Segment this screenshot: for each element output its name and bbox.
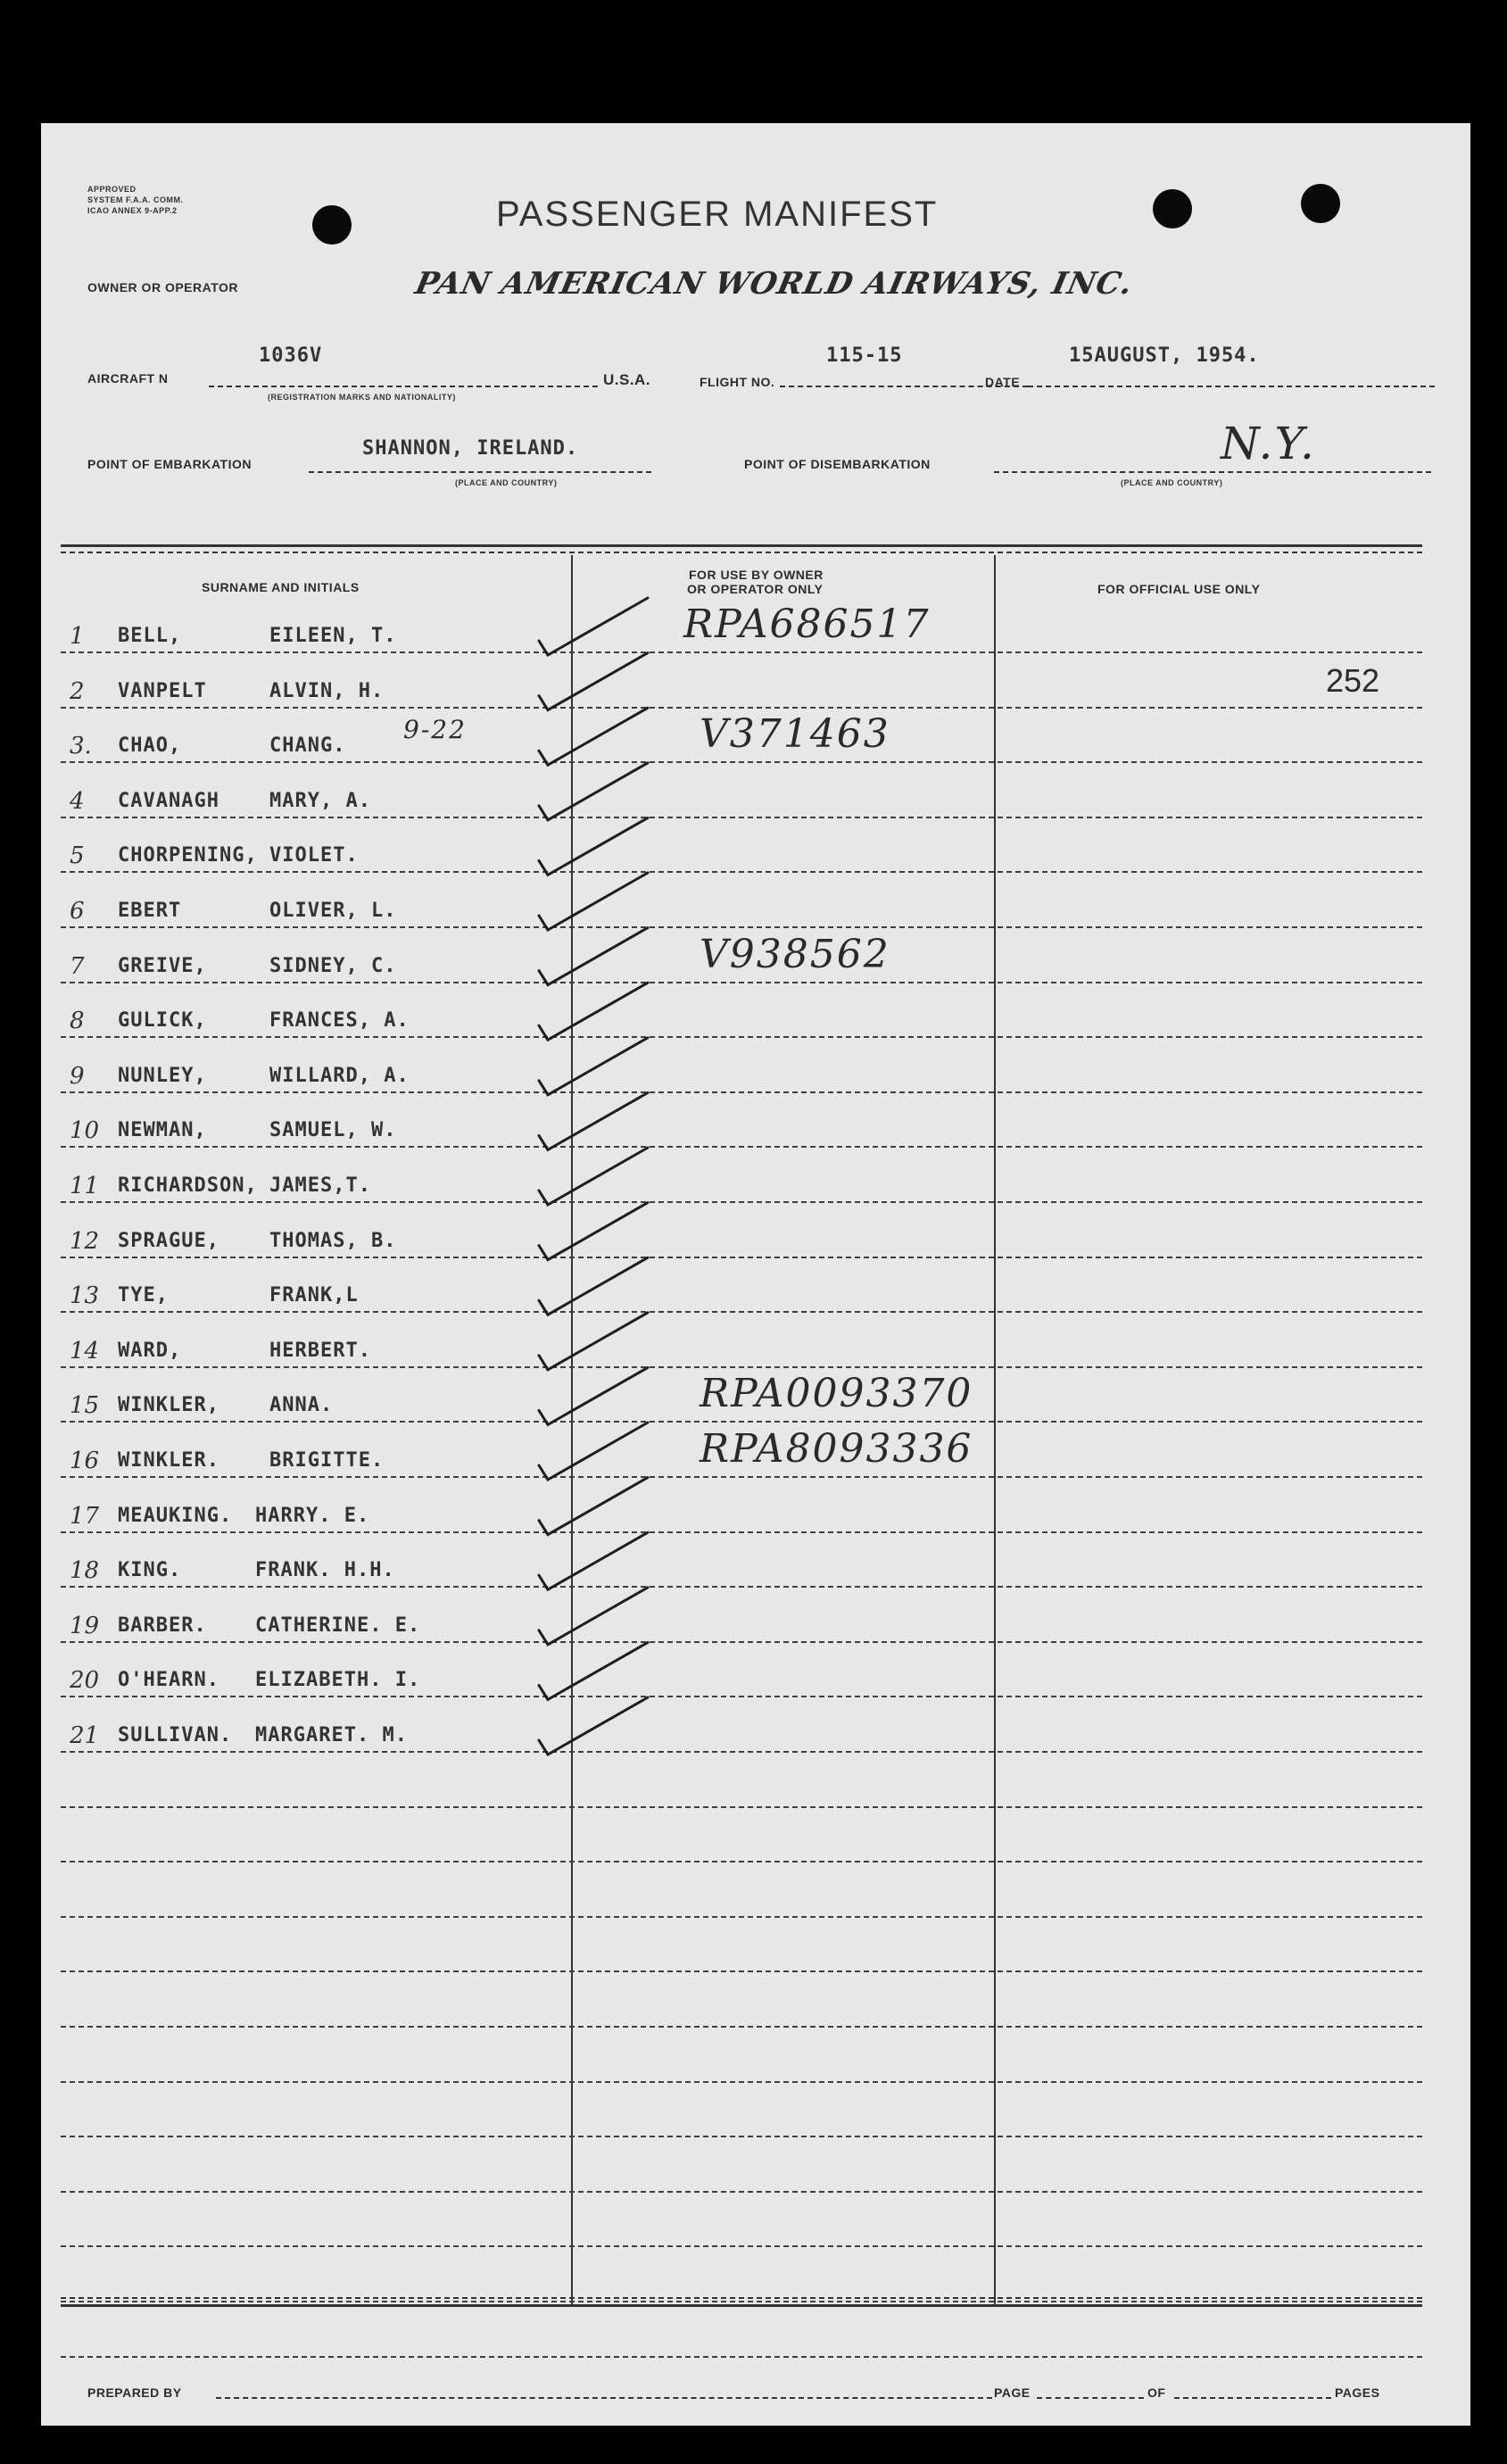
passenger-surname: NUNLEY, <box>118 1064 207 1087</box>
row-number: 4 <box>70 787 85 815</box>
page-title: PASSENGER MANIFEST <box>496 195 939 234</box>
passenger-given-name: EILEEN, T. <box>269 625 397 647</box>
row-number: 3. <box>70 733 92 760</box>
check-mark <box>539 1478 648 1535</box>
date-value: 15AUGUST, 1954. <box>1069 344 1260 367</box>
check-mark <box>539 817 648 875</box>
passenger-given-name: FRANK,L <box>269 1284 359 1307</box>
nationality: U.S.A. <box>603 371 651 388</box>
row-number: 14 <box>70 1337 100 1365</box>
aircraft-label: AIRCRAFT N <box>87 371 169 386</box>
row-number: 20 <box>70 1667 100 1695</box>
passenger-given-name: FRANK. H.H. <box>255 1559 395 1582</box>
embarkation-place-note: (PLACE AND COUNTRY) <box>455 478 558 487</box>
row-number: 9 <box>70 1062 85 1090</box>
row-number: 8 <box>70 1008 85 1035</box>
row-number: 5 <box>70 842 85 870</box>
owner-use-note: V371463 <box>700 711 890 758</box>
passenger-surname: BELL, <box>118 625 182 647</box>
check-mark <box>539 763 648 820</box>
passenger-given-name: JAMES,T. <box>269 1174 371 1197</box>
passenger-given-name: HARRY. E. <box>255 1504 370 1527</box>
passenger-given-name: THOMAS, B. <box>269 1229 397 1252</box>
check-mark <box>539 1642 648 1699</box>
owner-use-note: RPA0093370 <box>700 1371 973 1417</box>
manifest-sheet <box>41 123 1470 2426</box>
passenger-surname: SULLIVAN. <box>118 1724 233 1746</box>
disembarkation-value: N.Y. <box>1221 418 1316 469</box>
official-use-value: 252 <box>1326 661 1380 699</box>
passenger-surname: RICHARDSON, <box>118 1174 258 1197</box>
row-number: 16 <box>70 1448 100 1474</box>
check-mark <box>539 1532 648 1589</box>
passenger-given-name: HERBERT. <box>269 1339 371 1362</box>
owner-use-note: RPA686517 <box>683 601 931 647</box>
handwritten-annotation: 9-22 <box>403 715 467 745</box>
column-header-surname: SURNAME AND INITIALS <box>202 580 360 594</box>
passenger-surname: MEAUKING. <box>118 1504 233 1527</box>
check-mark <box>539 598 648 655</box>
passenger-surname: CAVANAGH <box>118 789 219 812</box>
passenger-surname: TYE, <box>118 1284 169 1307</box>
row-number: 7 <box>70 952 85 980</box>
owner-label: OWNER OR OPERATOR <box>87 280 238 295</box>
check-mark <box>539 1367 648 1424</box>
check-mark <box>539 1423 648 1480</box>
row-number: 19 <box>70 1612 100 1639</box>
date-label: DATE <box>985 375 1021 389</box>
check-mark <box>539 708 648 765</box>
row-number: 21 <box>70 1722 100 1749</box>
of-label: OF <box>1147 2385 1166 2400</box>
pages-label: PAGES <box>1335 2385 1380 2400</box>
row-number: 17 <box>70 1502 100 1530</box>
row-number: 18 <box>70 1557 100 1585</box>
check-mark <box>539 1697 648 1755</box>
passenger-surname: NEWMAN, <box>118 1119 207 1142</box>
table-bottom-rule-2 <box>61 2304 1422 2307</box>
disembarkation-place-note: (PLACE AND COUNTRY) <box>1121 478 1223 487</box>
row-number: 13 <box>70 1282 100 1310</box>
owner-use-note: V938562 <box>700 931 890 977</box>
passenger-given-name: ANNA. <box>269 1394 334 1417</box>
check-mark <box>539 1203 648 1260</box>
passenger-surname: VANPELT <box>118 679 207 702</box>
passenger-surname: CHORPENING, <box>118 844 258 867</box>
row-number: 12 <box>70 1227 100 1255</box>
column-header-official-use: FOR OFFICIAL USE ONLY <box>1097 582 1261 596</box>
passenger-given-name: MARY, A. <box>269 789 371 812</box>
aircraft-value: 1036V <box>259 344 323 367</box>
passenger-given-name: FRANCES, A. <box>269 1009 410 1033</box>
embarkation-value: SHANNON, IRELAND. <box>362 437 579 460</box>
passenger-surname: BARBER. <box>118 1614 207 1637</box>
page-underline <box>1037 2397 1144 2399</box>
passenger-given-name: ALVIN, H. <box>269 679 385 702</box>
passenger-surname: O'HEARN. <box>118 1669 219 1692</box>
disembarkation-label: POINT OF DISEMBARKATION <box>744 457 931 471</box>
passenger-surname: WARD, <box>118 1339 182 1362</box>
row-number: 2 <box>70 677 85 705</box>
passenger-surname: WINKLER, <box>118 1394 219 1417</box>
table-bottom-rule-1 <box>61 2297 1422 2299</box>
prepared-by-label: PREPARED BY <box>87 2385 182 2400</box>
passenger-given-name: CHANG. <box>269 734 346 758</box>
flight-value: 115-15 <box>826 344 903 367</box>
passenger-surname: GREIVE, <box>118 954 207 977</box>
passenger-surname: SPRAGUE, <box>118 1229 219 1252</box>
embarkation-label: POINT OF EMBARKATION <box>87 457 252 471</box>
passenger-given-name: CATHERINE. E. <box>255 1614 421 1637</box>
passenger-surname: CHAO, <box>118 734 182 758</box>
approval-line-1: APPROVED <box>87 185 137 194</box>
check-mark <box>539 653 648 710</box>
passenger-given-name: ELIZABETH. I. <box>255 1669 421 1692</box>
row-number: 15 <box>70 1392 100 1420</box>
check-mark <box>539 928 648 985</box>
row-number: 11 <box>70 1173 100 1199</box>
of-underline <box>1174 2397 1331 2399</box>
check-mark <box>539 1038 648 1095</box>
passenger-surname: EBERT <box>118 900 182 922</box>
check-mark <box>539 1148 648 1205</box>
check-mark <box>539 1588 648 1645</box>
passenger-given-name: SAMUEL, W. <box>269 1119 397 1142</box>
registration-note: (REGISTRATION MARKS AND NATIONALITY) <box>268 393 456 402</box>
check-mark <box>539 1092 648 1149</box>
passenger-given-name: OLIVER, L. <box>269 900 397 922</box>
check-mark <box>539 873 648 930</box>
check-mark <box>539 983 648 1040</box>
page-label: PAGE <box>994 2385 1031 2400</box>
passenger-given-name: WILLARD, A. <box>269 1064 410 1087</box>
row-number: 10 <box>70 1117 100 1145</box>
passenger-given-name: MARGARET. M. <box>255 1724 408 1746</box>
flight-label: FLIGHT NO. <box>700 375 775 389</box>
check-mark <box>539 1313 648 1370</box>
passenger-surname: KING. <box>118 1559 182 1582</box>
operator-name: PAN AMERICAN WORLD AIRWAYS, INC. <box>411 266 1137 302</box>
column-header-owner-use-2: OR OPERATOR ONLY <box>687 582 824 596</box>
row-number: 1 <box>70 623 85 650</box>
approval-line-2: SYSTEM F.A.A. COMM. <box>87 195 184 204</box>
row-number: 6 <box>70 898 85 925</box>
check-marks <box>41 123 1470 2426</box>
passenger-given-name: VIOLET. <box>269 844 359 867</box>
column-header-owner-use-1: FOR USE BY OWNER <box>689 568 824 582</box>
passenger-given-name: BRIGITTE. <box>269 1449 385 1472</box>
owner-use-note: RPA8093336 <box>700 1426 973 1472</box>
approval-line-3: ICAO ANNEX 9-APP.2 <box>87 206 178 215</box>
passenger-given-name: SIDNEY, C. <box>269 954 397 977</box>
passenger-surname: WINKLER. <box>118 1449 219 1472</box>
passenger-surname: GULICK, <box>118 1009 207 1033</box>
prepared-by-underline <box>216 2397 992 2399</box>
check-mark <box>539 1257 648 1315</box>
